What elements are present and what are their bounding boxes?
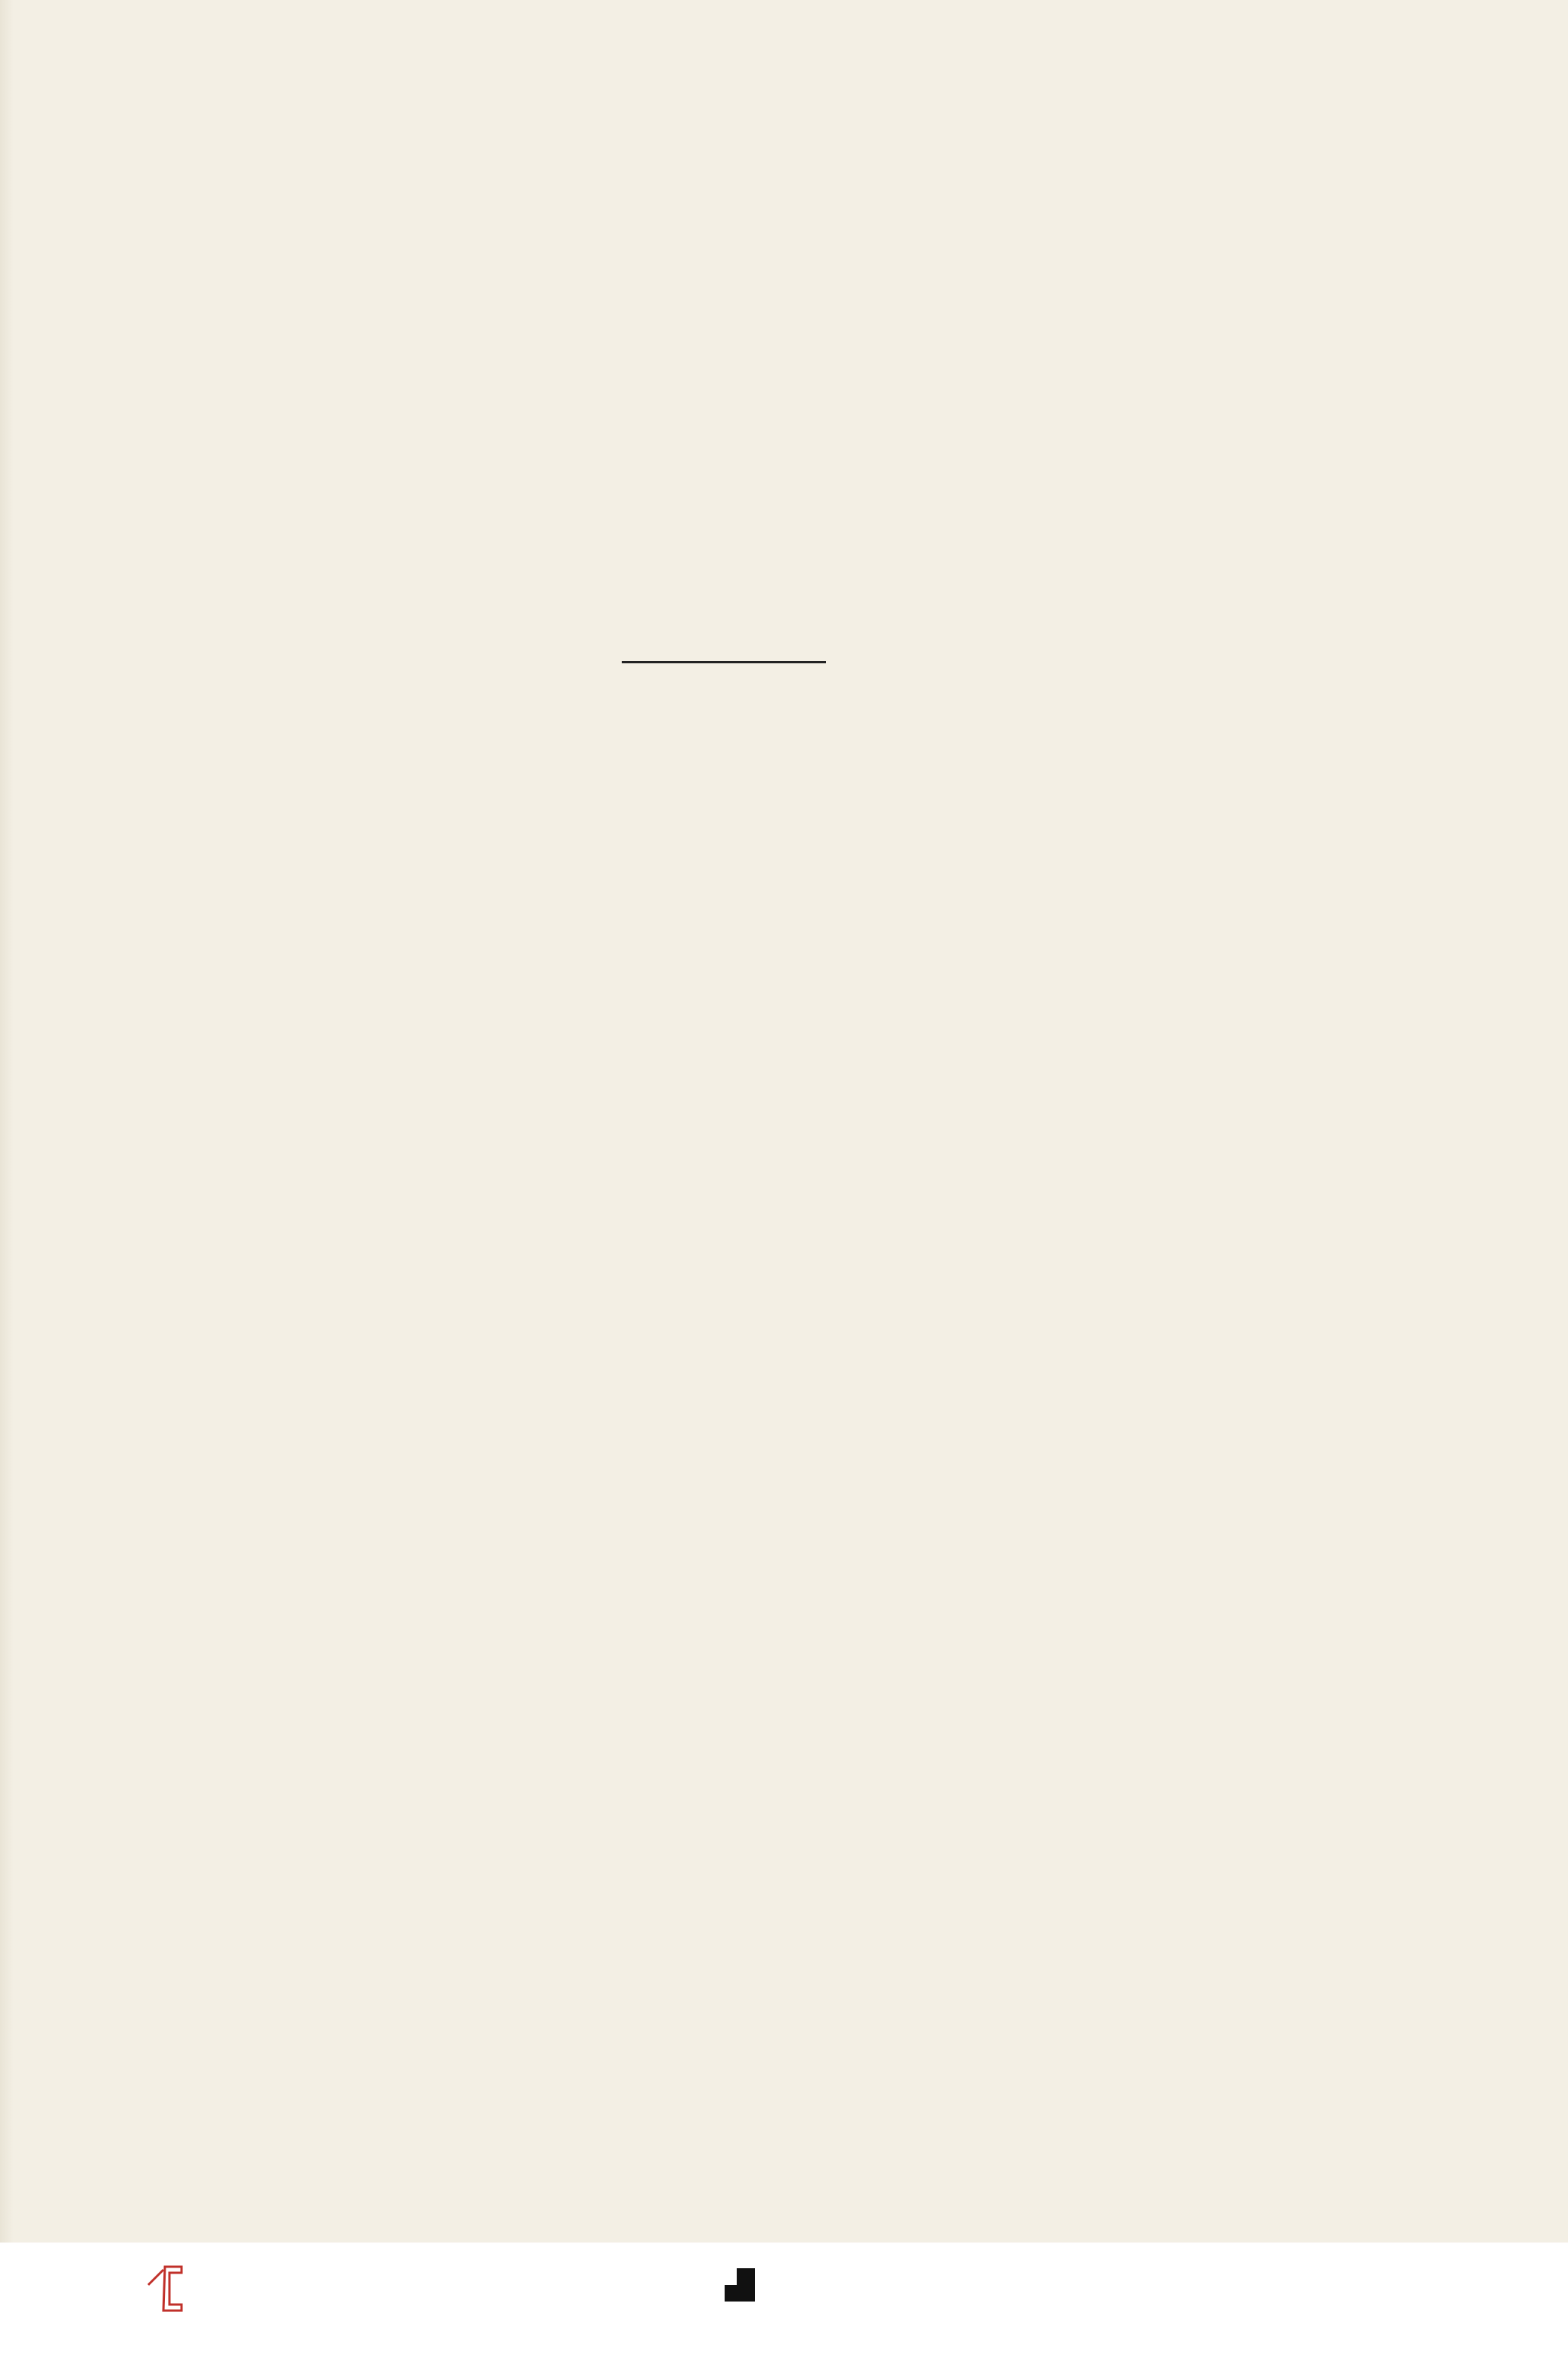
separator-rule [622,661,826,663]
entries-container [0,141,1433,224]
footer-bar [0,2243,1568,2359]
heidelberg-logo-icon [142,2262,186,2315]
kunstbibliothek-logo-icon [719,2262,761,2308]
